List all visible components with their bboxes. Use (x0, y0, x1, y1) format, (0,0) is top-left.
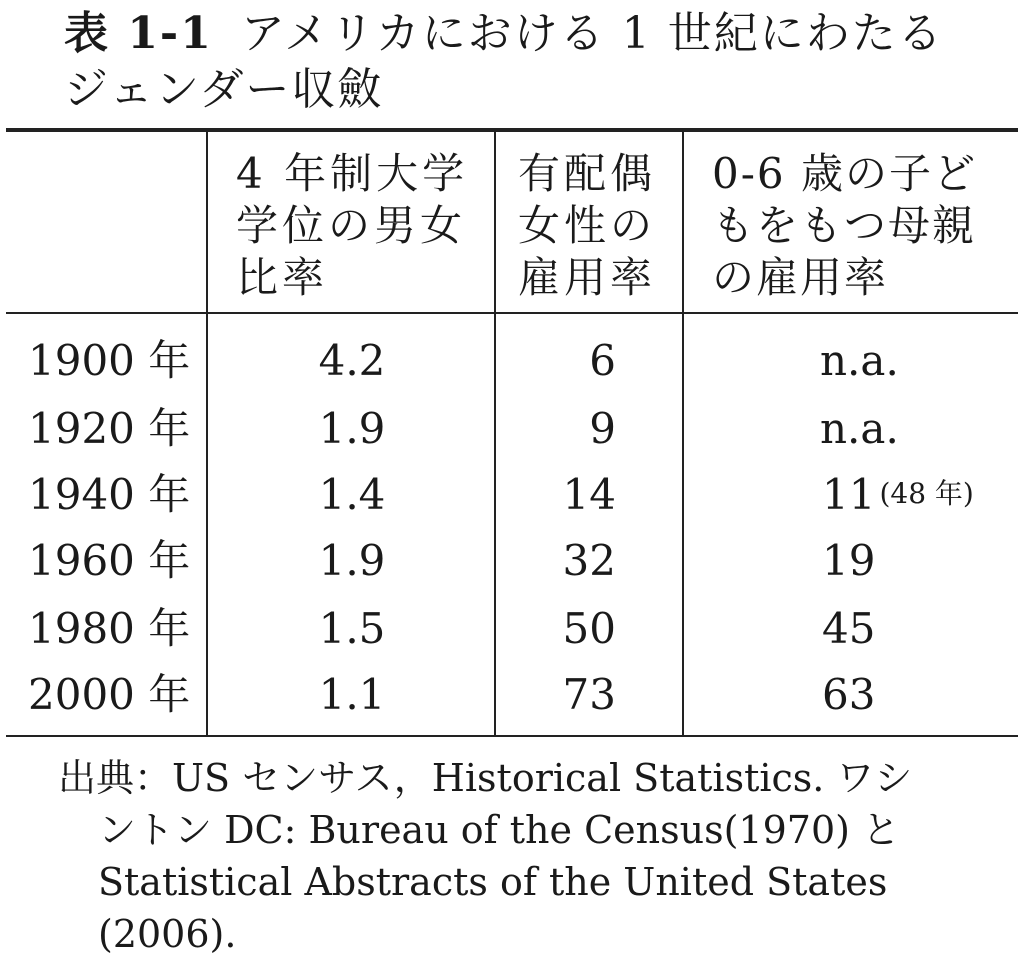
married-employment-cell: 6 (589, 336, 616, 385)
row-year: 1960 年 (28, 536, 191, 585)
column-header-degree-ratio (236, 148, 468, 304)
row-year: 1920 年 (28, 404, 191, 453)
table-number: 表 1-1 (64, 8, 213, 59)
value: 63 (822, 670, 876, 719)
mothers-employment-cell (686, 670, 1006, 719)
header-line: の雇用率 (712, 253, 889, 302)
mothers-employment-cell (686, 536, 1006, 585)
title-line-1: アメリカにおける 1 世紀にわたる (240, 8, 944, 59)
degree-ratio-cell: 1.4 (318, 470, 386, 519)
column-header-mothers-employment (712, 148, 977, 304)
table-bottom-rule (6, 735, 1018, 737)
header-line: 比率 (236, 253, 329, 302)
degree-ratio-cell: 1.9 (318, 404, 386, 453)
married-employment-cell: 32 (562, 536, 616, 585)
year-note: (48 年) (879, 477, 974, 510)
header-line: もをもつ母親 (712, 201, 977, 250)
source-line-1: 出典：US センサス，Historical Statistics. ワシ (58, 756, 913, 800)
mothers-employment-cell (686, 470, 1006, 519)
degree-ratio-cell: 1.5 (318, 604, 386, 653)
source-line-3: Statistical Abstracts of the United States (98, 860, 888, 904)
value: 11 (822, 470, 876, 519)
mothers-employment-cell (686, 404, 1006, 453)
header-line: 4 年制大学 (236, 149, 469, 198)
column-divider-1 (206, 132, 208, 737)
column-divider-3 (682, 132, 684, 737)
mothers-employment-cell (686, 604, 1006, 653)
value: n.a. (820, 336, 899, 385)
header-line: 学位の男女 (236, 201, 467, 250)
row-year: 2000 年 (28, 670, 191, 719)
degree-ratio-cell: 4.2 (318, 336, 386, 385)
header-line: 女性の (518, 201, 657, 250)
married-employment-cell: 9 (589, 404, 616, 453)
row-year: 1940 年 (28, 470, 191, 519)
header-divider (6, 312, 1018, 314)
mothers-employment-cell (686, 336, 1006, 385)
header-line: 雇用率 (518, 253, 657, 302)
degree-ratio-cell: 1.1 (318, 670, 386, 719)
married-employment-cell: 50 (562, 604, 616, 653)
value: n.a. (820, 404, 899, 453)
source-line-4: (2006). (98, 912, 237, 956)
header-line: 0-6 歳の子ど (712, 149, 977, 198)
header-line: 有配偶 (518, 149, 657, 198)
column-header-married-employment (518, 148, 656, 304)
row-year: 1900 年 (28, 336, 191, 385)
row-year: 1980 年 (28, 604, 191, 653)
married-employment-cell: 73 (562, 670, 616, 719)
value: 19 (822, 536, 876, 585)
table-top-rule (6, 128, 1018, 132)
source-line-2: ントン DC: Bureau of the Census(1970) と (98, 808, 901, 852)
degree-ratio-cell: 1.9 (318, 536, 386, 585)
table-title (64, 6, 994, 118)
source-note (58, 752, 988, 960)
married-employment-cell: 14 (562, 470, 616, 519)
value: 45 (822, 604, 876, 653)
title-line-2: ジェンダー収斂 (64, 64, 384, 115)
